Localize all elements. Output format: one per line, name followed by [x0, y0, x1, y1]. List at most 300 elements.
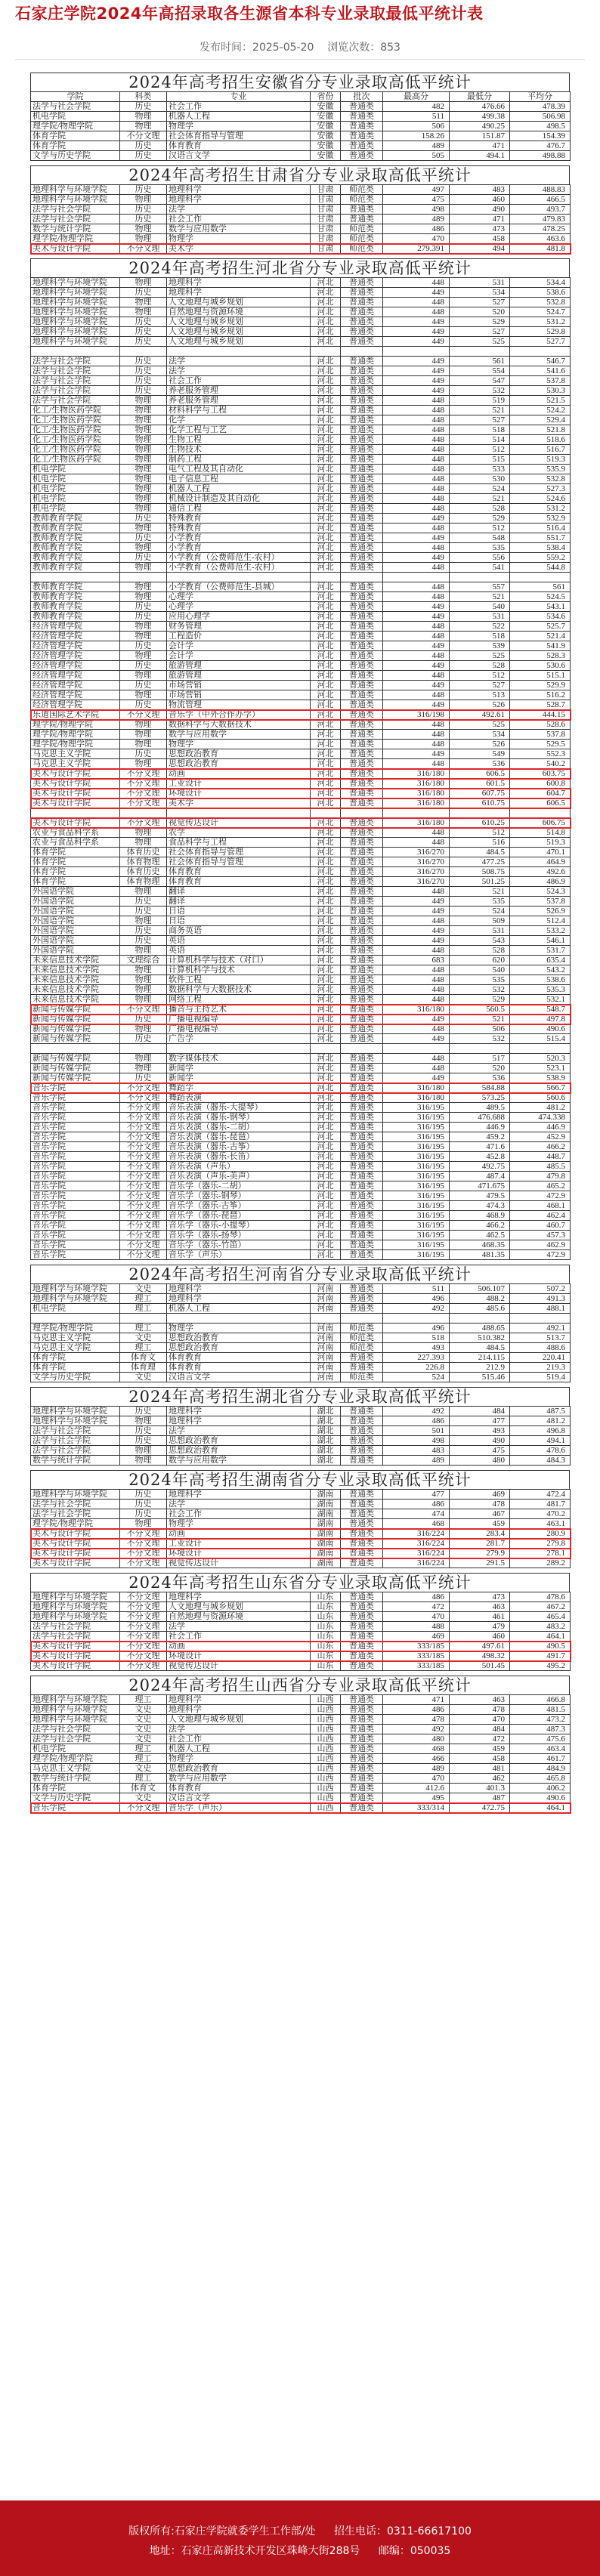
highlighted-row	[31, 789, 571, 798]
table-cell: 普通类	[341, 1064, 383, 1073]
table-cell: 534.6	[510, 612, 571, 622]
table-cell: 普通类	[341, 690, 383, 700]
table-cell: 文史	[120, 1715, 167, 1725]
table-cell: 旅游管理	[167, 671, 311, 681]
table-cell: 农业与食品科学系	[31, 838, 120, 848]
table-cell: 521	[450, 887, 510, 897]
table-cell: 448	[383, 455, 450, 465]
table-cell: 482	[383, 102, 450, 112]
table-cell: 524.7	[510, 307, 571, 317]
table-row	[31, 1231, 571, 1240]
table-cell: 316/224	[383, 1549, 450, 1558]
table-cell: 山西	[311, 1774, 341, 1784]
table-cell: 外国语学院	[31, 887, 120, 897]
table-cell: 448	[383, 504, 450, 514]
table-cell: 498.5	[510, 122, 571, 131]
table-cell: 普通类	[341, 1754, 383, 1764]
table-cell: 普通类	[341, 376, 383, 386]
table-cell: 财务管理	[167, 622, 311, 632]
table-row	[31, 1456, 571, 1466]
table-cell: 音乐学（器乐-古筝）	[167, 1201, 311, 1211]
table-cell: 音乐学院	[31, 1093, 120, 1103]
table-cell: 515	[450, 455, 510, 465]
table-cell: 普通类	[341, 435, 383, 445]
table-cell: 普通类	[341, 1622, 383, 1632]
table-cell	[120, 1044, 167, 1054]
table-cell: 532.1	[510, 995, 571, 1005]
table-cell: 458	[450, 234, 510, 244]
table-cell: 经济管理学院	[31, 632, 120, 641]
table-cell: 316/224	[383, 1529, 450, 1539]
table-cell: 471	[450, 215, 510, 224]
table-cell: 汉语言文学	[167, 151, 311, 161]
table-cell: 历史	[120, 185, 167, 195]
table-cell: 不分文理	[120, 1152, 167, 1162]
table-cell: 510.382	[450, 1333, 510, 1343]
table-cell: 449	[383, 907, 450, 916]
footer-copyright: 版权所有:石家庄学院就委学生工作部/处	[128, 2525, 316, 2537]
table-cell: 540	[450, 602, 510, 612]
table-cell: 509	[450, 916, 510, 926]
table-cell: 不分文理	[120, 1622, 167, 1632]
table-cell: 607.75	[450, 789, 510, 798]
table-cell: 普通类	[341, 681, 383, 690]
table-cell: 521.5	[510, 396, 571, 406]
table-cell: 普通类	[341, 749, 383, 759]
table-cell: 533.2	[510, 926, 571, 936]
table-cell	[450, 808, 510, 818]
table-cell: 普通类	[341, 1500, 383, 1509]
table-cell: 体育物理	[120, 857, 167, 867]
table-cell: 河北	[311, 317, 341, 327]
table-cell: 普通类	[341, 602, 383, 612]
table-cell: 488.83	[510, 185, 571, 195]
table-cell: 河北	[311, 779, 341, 789]
table-cell: 不分文理	[120, 1191, 167, 1201]
table-cell: 地理科学与环境学院	[31, 1705, 120, 1715]
table-cell: 历史	[120, 376, 167, 386]
table-cell: 487.4	[450, 1172, 510, 1181]
table-cell: 316/195	[383, 1231, 450, 1240]
table-cell: 476.66	[450, 102, 510, 112]
table-cell: 河北	[311, 337, 341, 347]
table-cell: 333/185	[383, 1642, 450, 1651]
table-row	[31, 946, 571, 956]
table-cell	[341, 347, 383, 357]
table-cell: 教师教育学院	[31, 592, 120, 602]
table-cell: 湖北	[311, 1416, 341, 1426]
table-cell	[167, 808, 311, 818]
table-cell: 531.7	[510, 946, 571, 956]
table-cell: 小学教育	[167, 543, 311, 553]
table-cell: 湖北	[311, 1407, 341, 1416]
table-cell: 软件工程	[167, 975, 311, 985]
table-row	[31, 1446, 571, 1456]
table-row	[31, 661, 571, 671]
table-cell: 河北	[311, 632, 341, 641]
table-cell: 316/195	[383, 1181, 450, 1191]
table-cell	[167, 573, 311, 582]
table-row	[31, 131, 571, 141]
table-cell: 法学与社会学院	[31, 1500, 120, 1509]
table-cell: 应用心理学	[167, 612, 311, 622]
table-cell: 物理	[120, 435, 167, 445]
table-cell: 519	[450, 396, 510, 406]
table-cell: 528	[450, 661, 510, 671]
table-cell: 历史	[120, 641, 167, 651]
table-cell: 法学与社会学院	[31, 366, 120, 376]
table-cell: 496.8	[510, 1426, 571, 1436]
table-cell: 462	[450, 1774, 510, 1784]
table-cell: 河南	[311, 1353, 341, 1363]
table-cell: 462.4	[510, 1211, 571, 1221]
highlighted-row	[31, 1083, 571, 1093]
table-cell: 山西	[311, 1734, 341, 1744]
table-cell: 法学与社会学院	[31, 1622, 120, 1632]
table-cell: 普通类	[341, 1015, 383, 1024]
table-cell: 河北	[311, 1024, 341, 1034]
table-cell: 463	[450, 1602, 510, 1612]
table-cell: 普通类	[341, 1132, 383, 1142]
table-cell: 师范类	[341, 234, 383, 244]
table-cell: 理工	[120, 1744, 167, 1754]
table-cell: 普通类	[341, 465, 383, 474]
table-cell: 527	[450, 415, 510, 425]
table-cell: 316/195	[383, 1142, 450, 1152]
table-row	[31, 141, 571, 151]
table-cell: 法学与社会学院	[31, 386, 120, 396]
table-cell: 474	[383, 1509, 450, 1519]
table-cell: 普通类	[341, 278, 383, 288]
table-cell	[120, 1314, 167, 1324]
table-cell: 经济管理学院	[31, 690, 120, 700]
table-cell: 物理学	[167, 122, 311, 131]
table-cell: 316/270	[383, 867, 450, 877]
table-cell: 462.5	[450, 1231, 510, 1240]
table-row	[31, 234, 571, 244]
table-cell: 河北	[311, 484, 341, 494]
table-cell: 559.2	[510, 553, 571, 563]
table-cell: 环境设计	[167, 1651, 311, 1661]
table-cell: 历史	[120, 1500, 167, 1509]
table-row	[31, 1602, 571, 1612]
table-cell: 汉语言文学	[167, 1373, 311, 1382]
table-cell: 普通类	[341, 425, 383, 435]
table-cell	[510, 1044, 571, 1054]
table-cell: 470.1	[510, 848, 571, 857]
table-cell	[450, 1314, 510, 1324]
table-cell: 538.4	[510, 543, 571, 553]
table-cell: 音乐学（器乐-琵琶）	[167, 1211, 311, 1221]
table-cell: 普通类	[341, 1529, 383, 1539]
table-cell: 物理学	[167, 1519, 311, 1529]
table-cell: 不分文理	[120, 1642, 167, 1651]
table-cell: 489	[383, 141, 450, 151]
table-cell: 河北	[311, 396, 341, 406]
table-cell: 不分文理	[120, 779, 167, 789]
table-cell: 449	[383, 1034, 450, 1044]
table-cell: 物理学	[167, 740, 311, 749]
table-cell: 地理科学	[167, 1592, 311, 1602]
table-cell: 河北	[311, 641, 341, 651]
table-cell: 497	[383, 185, 450, 195]
table-cell	[31, 1314, 120, 1324]
table-cell: 河南	[311, 1294, 341, 1304]
table-cell: 河北	[311, 867, 341, 877]
table-cell: 河南	[311, 1363, 341, 1373]
table-cell: 山西	[311, 1764, 341, 1774]
table-row	[31, 1784, 571, 1793]
table-cell: 546.1	[510, 936, 571, 946]
table-row	[31, 956, 571, 965]
table-cell: 广告学	[167, 1034, 311, 1044]
table-cell: 河北	[311, 1250, 341, 1260]
table-cell: 经济管理学院	[31, 641, 120, 651]
table-cell: 472	[450, 1734, 510, 1744]
table-cell: 地理科学与环境学院	[31, 327, 120, 337]
table-cell: 506.107	[450, 1284, 510, 1294]
table-cell: 普通类	[341, 494, 383, 504]
table-cell: 人文地理与城乡规划	[167, 317, 311, 327]
table-cell: 经济管理学院	[31, 651, 120, 661]
table-cell: 普通类	[341, 1539, 383, 1549]
table-cell: 地理科学	[167, 278, 311, 288]
table-cell: 文史	[120, 1333, 167, 1343]
table-cell: 520	[450, 1064, 510, 1073]
table-cell: 普通类	[341, 1642, 383, 1651]
section-title: 2024年高考招生河北省分专业录取高低平统计	[30, 258, 570, 277]
table-cell: 普通类	[341, 1142, 383, 1152]
table-cell: 518.6	[510, 435, 571, 445]
table-cell: 历史	[120, 1509, 167, 1519]
table-cell: 492.61	[450, 710, 510, 720]
table-cell: 449	[383, 288, 450, 298]
table-cell: 468	[383, 1744, 450, 1754]
table-cell: 普通类	[341, 1005, 383, 1015]
table-cell: 美术与设计学院	[31, 1651, 120, 1661]
table-cell: 音乐学（声乐）	[167, 1250, 311, 1260]
table-row	[31, 1103, 571, 1113]
table-cell: 河北	[311, 1113, 341, 1123]
table-cell: 460	[450, 1632, 510, 1642]
table-cell: 经济管理学院	[31, 700, 120, 710]
table-cell: 翻译	[167, 897, 311, 907]
table-cell: 449	[383, 926, 450, 936]
table-cell: 316/195	[383, 1172, 450, 1181]
table-cell: 数学与统计学院	[31, 1774, 120, 1784]
table-cell: 466.2	[510, 1142, 571, 1152]
table-cell: 物理	[120, 995, 167, 1005]
table-cell: 地理科学与环境学院	[31, 337, 120, 347]
table-cell: 法学与社会学院	[31, 1734, 120, 1744]
table-cell: 531.2	[510, 317, 571, 327]
table-cell: 山东	[311, 1632, 341, 1642]
table-row	[31, 848, 571, 857]
table-cell: 历史	[120, 700, 167, 710]
table-cell: 不分文理	[120, 1250, 167, 1260]
table-cell: 文史	[120, 1764, 167, 1774]
table-cell: 不分文理	[120, 1211, 167, 1221]
table-cell: 河北	[311, 995, 341, 1005]
table-cell: 449	[383, 327, 450, 337]
table-cell: 新闻与传媒学院	[31, 1015, 120, 1024]
table-cell: 546.7	[510, 357, 571, 366]
table-cell: 音乐学院	[31, 1181, 120, 1191]
table-cell	[383, 347, 450, 357]
table-cell: 316/195	[383, 1201, 450, 1211]
table-cell: 468.9	[450, 1211, 510, 1221]
table-row	[31, 808, 571, 818]
table-cell: 新闻学	[167, 1064, 311, 1073]
table-cell: 283.4	[450, 1529, 510, 1539]
table-cell	[383, 573, 450, 582]
table-cell: 528	[450, 946, 510, 956]
table-cell: 河北	[311, 690, 341, 700]
table-cell: 河北	[311, 474, 341, 484]
table-cell: 文史	[120, 1734, 167, 1744]
table-cell: 音乐学院	[31, 1132, 120, 1142]
table-cell: 547	[450, 376, 510, 386]
table-row	[31, 632, 571, 641]
table-row	[31, 455, 571, 465]
table-cell: 448	[383, 759, 450, 769]
table-cell: 528.3	[510, 651, 571, 661]
table-row	[31, 504, 571, 514]
table-cell: 网络工程	[167, 995, 311, 1005]
table-cell: 448	[383, 632, 450, 641]
table-cell: 未来信息技术学院	[31, 975, 120, 985]
table-row	[31, 278, 571, 288]
table-cell: 普通类	[341, 789, 383, 798]
table-cell: 475.6	[510, 1734, 571, 1744]
table-cell: 530.6	[510, 661, 571, 671]
table-cell: 地理科学与环境学院	[31, 185, 120, 195]
table-cell: 新闻与传媒学院	[31, 1024, 120, 1034]
table-cell: 492.6	[510, 867, 571, 877]
table-cell: 体育学院	[31, 1363, 120, 1373]
table-cell: 法学	[167, 1725, 311, 1734]
table-cell: 493	[383, 1343, 450, 1353]
table-row	[31, 1211, 571, 1221]
table-cell: 山西	[311, 1695, 341, 1705]
table-row	[31, 1705, 571, 1715]
table-cell: 体育教育	[167, 877, 311, 887]
table-cell: 479.83	[510, 215, 571, 224]
table-cell	[383, 1044, 450, 1054]
table-cell: 师范类	[341, 1324, 383, 1333]
table-cell	[341, 1314, 383, 1324]
table-cell: 音乐学院	[31, 1231, 120, 1240]
table-cell: 河北	[311, 740, 341, 749]
table-cell: 532	[450, 1034, 510, 1044]
table-cell: 529.9	[510, 681, 571, 690]
table-row	[31, 838, 571, 848]
table-cell: 普通类	[341, 288, 383, 298]
publish-date: 2025-05-20	[252, 42, 314, 54]
table-cell: 494.1	[450, 151, 510, 161]
table-cell: 449	[383, 553, 450, 563]
table-row	[31, 195, 571, 205]
table-cell: 普通类	[341, 1612, 383, 1622]
table-cell: 化工/生物医药学院	[31, 435, 120, 445]
table-cell: 动画	[167, 1529, 311, 1539]
table-cell: 普通类	[341, 205, 383, 215]
score-tables	[30, 73, 570, 1818]
table-cell: 478.25	[510, 224, 571, 234]
table-cell: 561	[510, 582, 571, 592]
table-cell: 地理科学与环境学院	[31, 288, 120, 298]
table-cell: 历史	[120, 1436, 167, 1446]
table-cell: 河北	[311, 916, 341, 926]
section-title: 2024年高考招生湖南省分专业录取高低平统计	[30, 1470, 570, 1489]
table-cell: 计算机科学与技术（对口）	[167, 956, 311, 965]
table-cell: 普通类	[341, 1416, 383, 1426]
table-row	[31, 445, 571, 455]
table-cell: 212.9	[450, 1363, 510, 1373]
table-cell: 历史	[120, 288, 167, 298]
table-cell: 537.8	[510, 376, 571, 386]
table-cell: 理学院/物理学院	[31, 730, 120, 740]
table-row	[31, 1240, 571, 1250]
score-table	[30, 1283, 571, 1382]
footer-address: 石家庄高新技术开发区珠峰大街288号	[181, 2545, 360, 2557]
table-cell: 普通类	[341, 759, 383, 769]
table-cell: 理工	[120, 1774, 167, 1784]
table-row	[31, 1314, 571, 1324]
table-cell: 490.5	[510, 1642, 571, 1651]
table-cell: 普通类	[341, 1201, 383, 1211]
province-section	[30, 165, 570, 254]
table-cell: 448	[383, 916, 450, 926]
table-cell: 220.41	[510, 1353, 571, 1363]
table-row	[31, 1284, 571, 1294]
table-cell: 520	[450, 307, 510, 317]
table-cell	[31, 1044, 120, 1054]
table-cell: 法学与社会学院	[31, 376, 120, 386]
table-cell: 普通类	[341, 504, 383, 514]
table-cell: 物理	[120, 455, 167, 465]
table-cell: 不分文理	[120, 1612, 167, 1622]
table-cell: 普通类	[341, 730, 383, 740]
table-cell	[311, 1314, 341, 1324]
table-cell: 山东	[311, 1622, 341, 1632]
table-cell: 不分文理	[120, 1005, 167, 1015]
table-cell: 488.2	[450, 1294, 510, 1304]
table-cell: 486	[383, 1705, 450, 1715]
table-cell: 数学与统计学院	[31, 1456, 120, 1466]
table-cell: 475	[383, 195, 450, 205]
table-cell: 地理科学与环境学院	[31, 1284, 120, 1294]
table-cell: 地理科学	[167, 1294, 311, 1304]
table-cell: 思想政治教育	[167, 1764, 311, 1774]
table-cell: 489	[383, 1764, 450, 1774]
table-cell: 普通类	[341, 1592, 383, 1602]
table-cell: 翻译	[167, 887, 311, 897]
table-cell: 478	[450, 1500, 510, 1509]
table-cell: 不分文理	[120, 1181, 167, 1191]
table-row	[31, 1734, 571, 1744]
table-cell: 514.8	[510, 828, 571, 838]
table-cell: 法学	[167, 1622, 311, 1632]
table-cell: 物理	[120, 445, 167, 455]
table-cell: 466.2	[450, 1221, 510, 1231]
table-cell: 机电学院	[31, 494, 120, 504]
column-header: 批次	[341, 92, 383, 102]
table-cell: 514	[450, 435, 510, 445]
table-cell: 物理	[120, 838, 167, 848]
table-cell: 459.2	[450, 1132, 510, 1142]
table-cell: 316/195	[383, 1113, 450, 1123]
